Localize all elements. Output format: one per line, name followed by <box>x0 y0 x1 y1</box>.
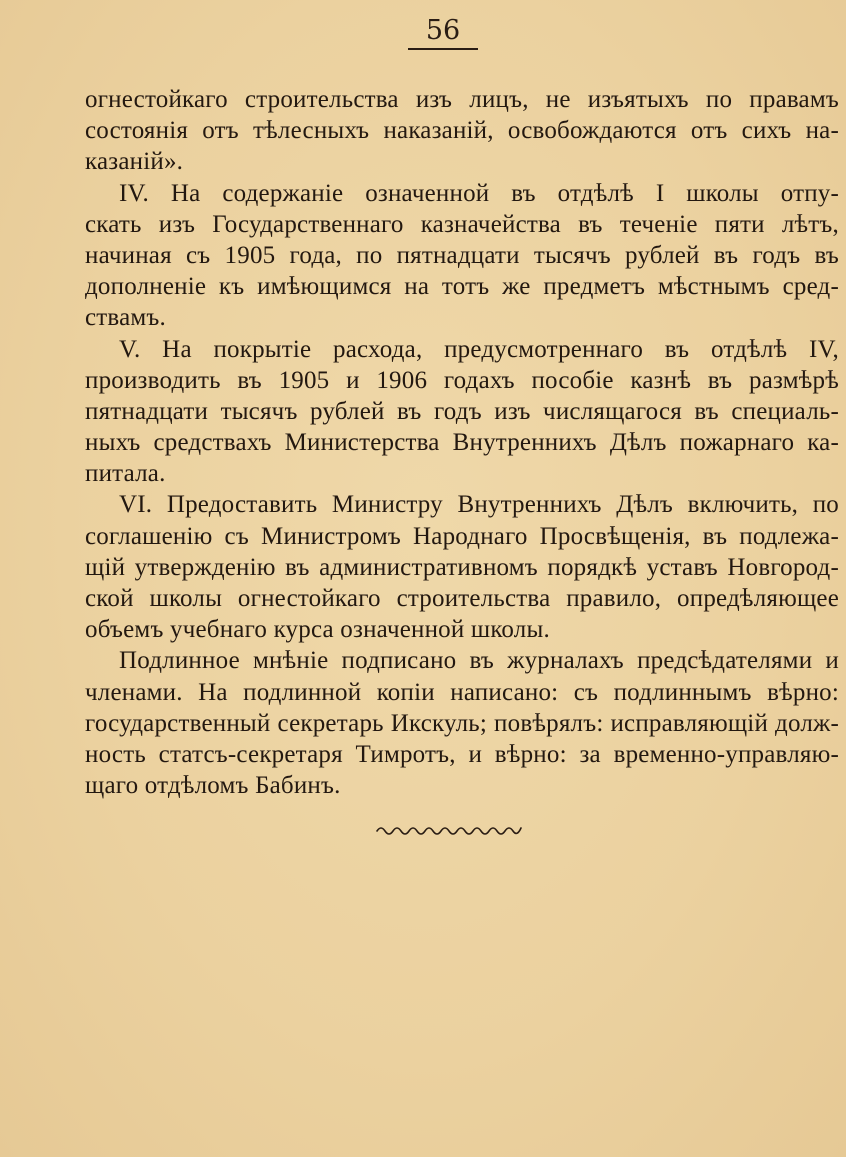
text-line: казаній». <box>85 148 184 176</box>
paragraph-vi-first-line: VI. Предоставить Министру Внутреннихъ Дѣлъ включить, по <box>119 491 839 519</box>
paragraph-iv-first-line: IV. На содержаніе означенной въ отдѣлѣ I школы отпу- <box>119 179 839 207</box>
text-line: начиная съ 1905 года, по пятнадцати тысячъ рублей въ годъ въ <box>85 241 839 269</box>
text-line: состоянія отъ тѣлесныхъ наказаній, освобождаются отъ сихъ на- <box>85 117 839 145</box>
paragraph-v-first-line: V. На покрытіе расхода, предусмотреннаго въ отдѣлѣ IV, <box>119 335 839 363</box>
text-line: ность статсъ-секретаря Тимротъ, и вѣрно: за временно-управляю- <box>85 740 839 768</box>
wavy-line-ornament-icon <box>375 822 523 836</box>
page-number-underline <box>408 48 478 50</box>
text-line: дополненіе къ имѣющимся на тотъ же предметъ мѣстнымъ сред- <box>85 273 839 301</box>
text-line: членами. На подлинной копіи написано: съ подлиннымъ вѣрно: <box>85 678 839 706</box>
text-line: щаго отдѣломъ Бабинъ. <box>85 772 341 800</box>
text-line: ской школы огнестойкаго строительства правило, опредѣляющее <box>85 585 839 612</box>
text-line: производить въ 1905 и 1906 годахъ пособіе казнѣ въ размѣрѣ <box>85 366 839 394</box>
text-line: ствамъ. <box>85 304 166 332</box>
text-line: государственный секретарь Икскуль; повѣрялъ: исправляющій долж- <box>85 709 839 737</box>
text-line: пятнадцати тысячъ рублей въ годъ изъ числящагося въ специаль- <box>85 397 839 425</box>
page-number: 56 <box>425 15 461 46</box>
text-line: питала. <box>85 460 166 488</box>
text-line: соглашенію съ Министромъ Народнаго Просвѣщенія, въ подлежа- <box>85 522 839 550</box>
text-line: скать изъ Государственнаго казначейства въ теченіе пяти лѣтъ, <box>85 210 839 238</box>
text-line: огнестойкаго строительства изъ лицъ, не изъятыхъ по правамъ <box>85 86 839 113</box>
text-line: объемъ учебнаго курса означенной школы. <box>85 616 550 644</box>
closing-paragraph-first-line: Подлинное мнѣніе подписано въ журналахъ предсѣдателями и <box>119 647 839 675</box>
text-line: щій утвержденію въ административномъ порядкѣ уставъ Новгород- <box>85 553 839 581</box>
body-text <box>85 84 839 801</box>
text-line: ныхъ средствахъ Министерства Внутреннихъ Дѣлъ пожарнаго ка- <box>85 429 839 457</box>
